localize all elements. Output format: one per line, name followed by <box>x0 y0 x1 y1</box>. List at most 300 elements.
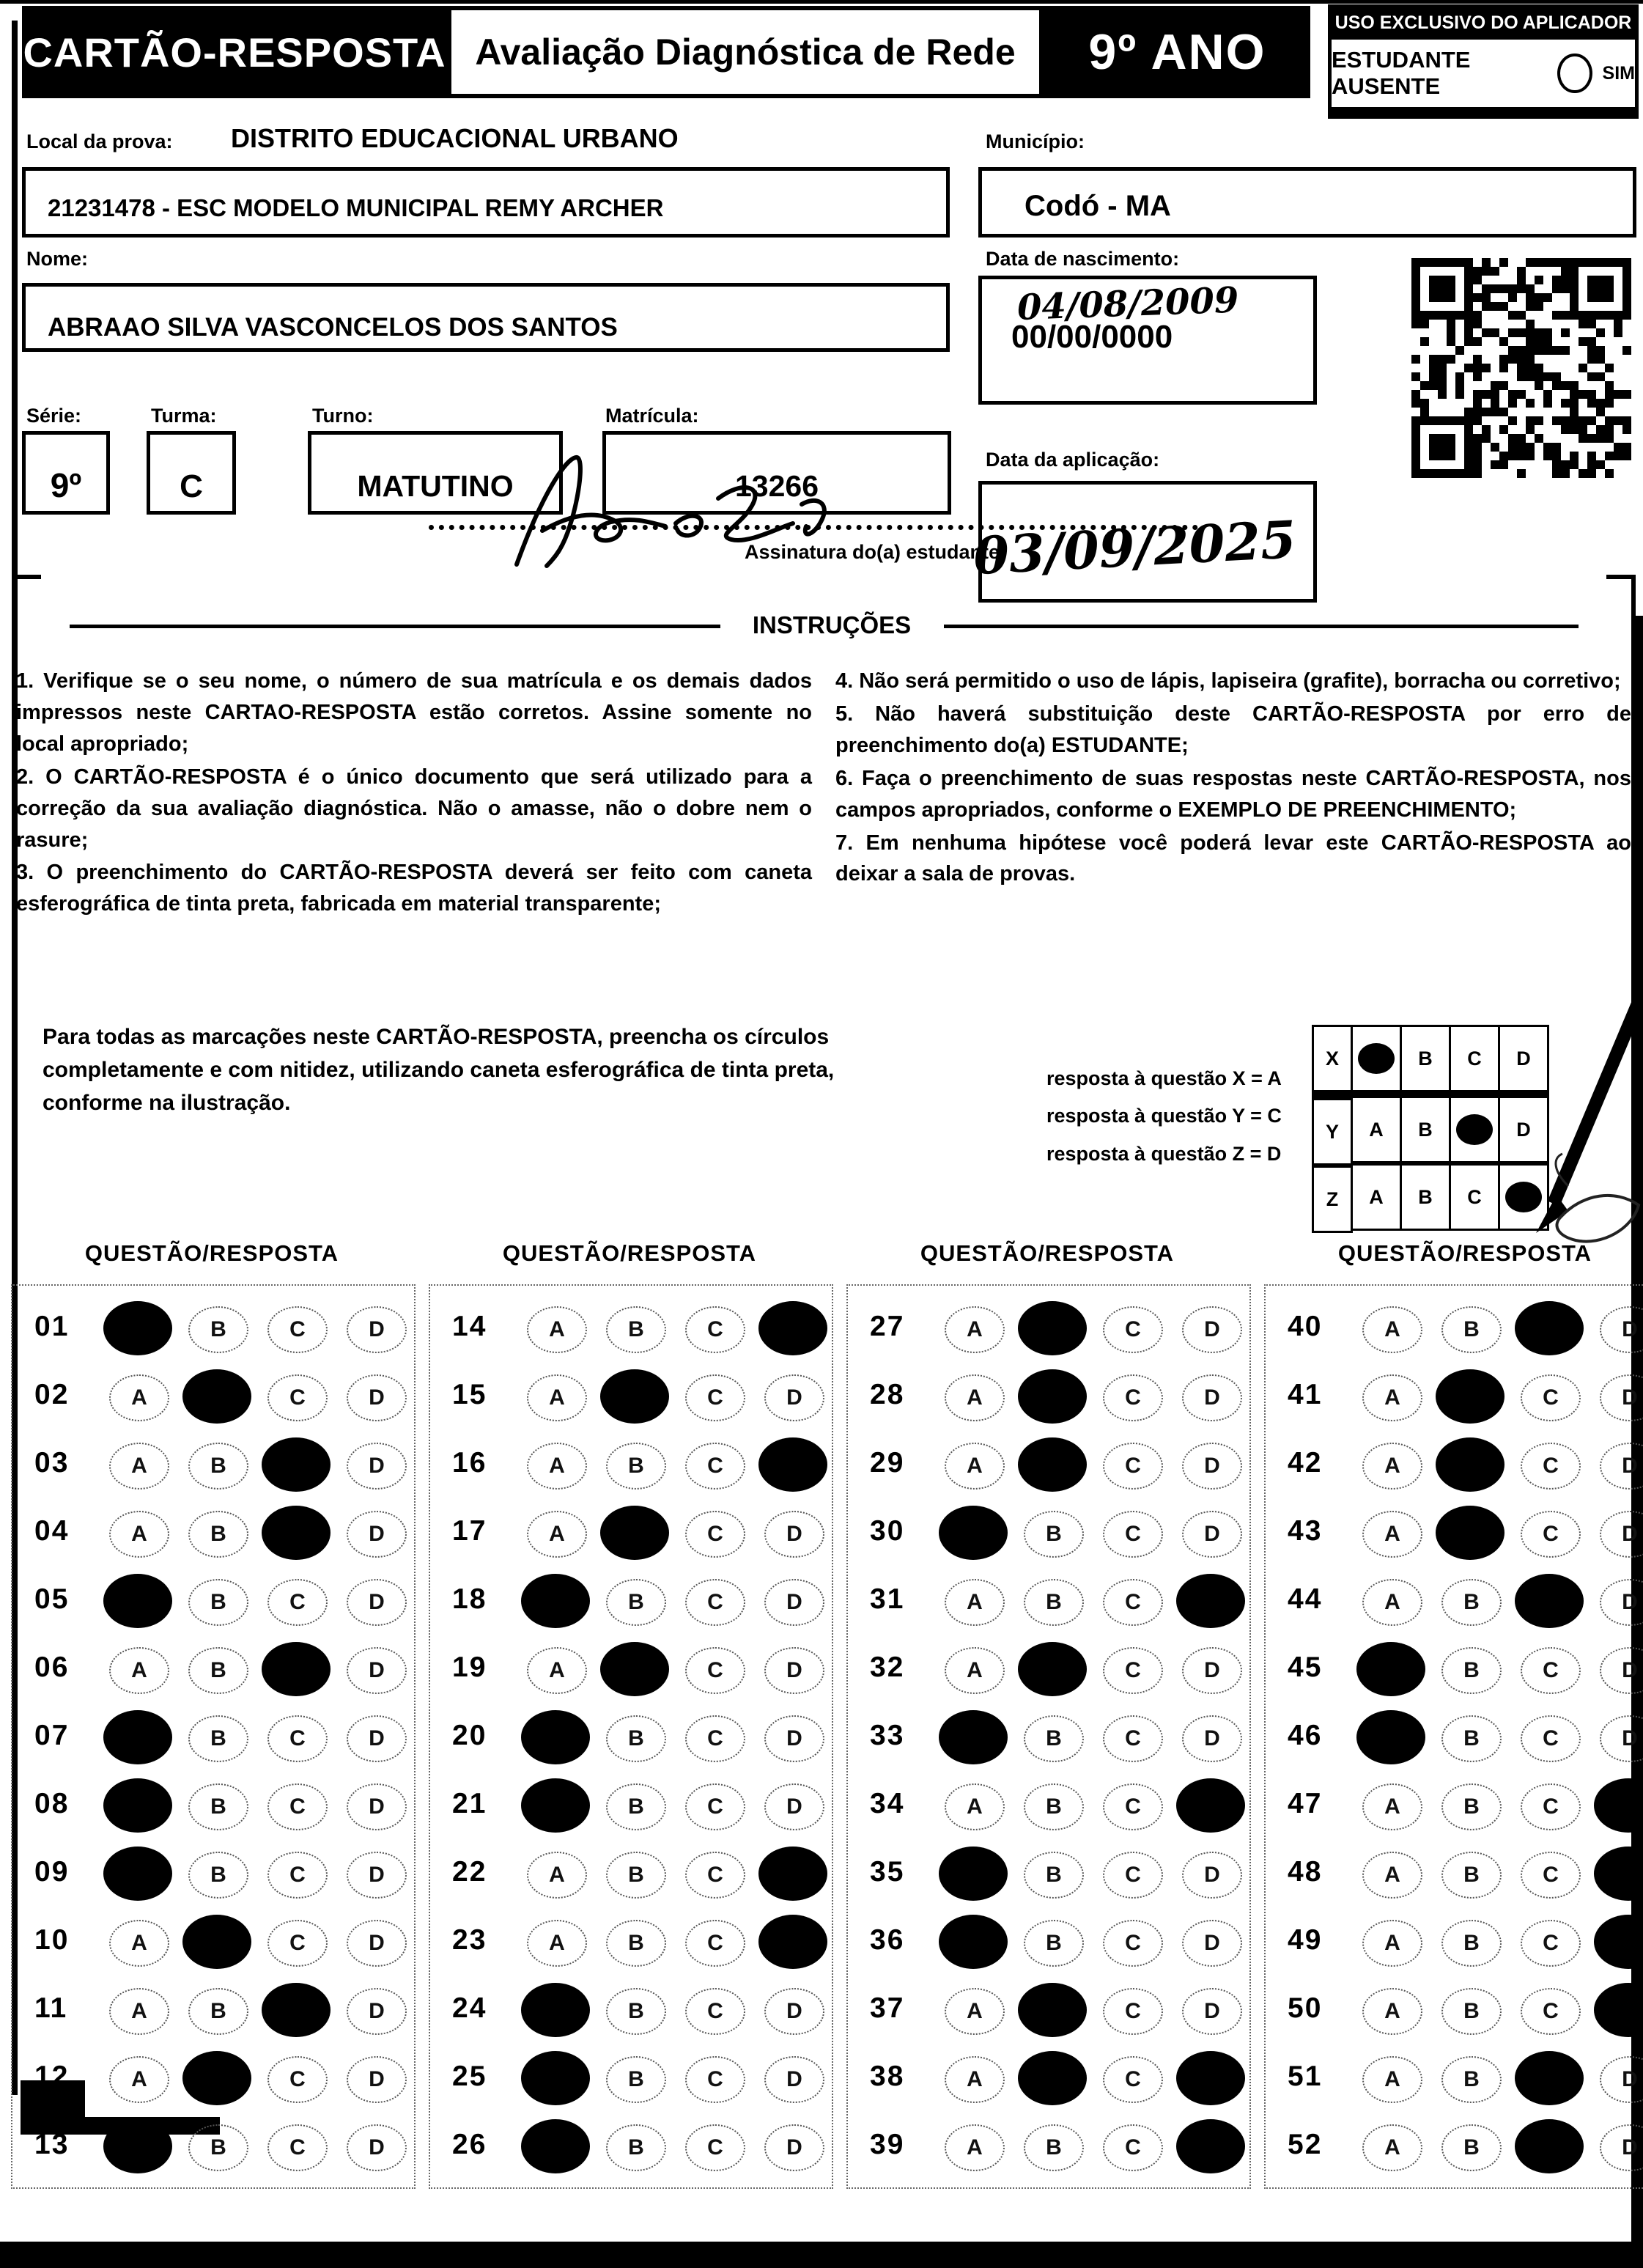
question-number: 08 <box>34 1788 70 1819</box>
bubble-q16-C[interactable]: C <box>685 1443 745 1490</box>
bubble-q50-A[interactable]: A <box>1362 1988 1422 2035</box>
bubble-q44-D[interactable]: D <box>1600 1579 1643 1626</box>
bubble-q48-B[interactable]: B <box>1441 1852 1502 1899</box>
aplicacao-handwritten: 03/09/2025 <box>972 509 1298 587</box>
pen-hand-illustration <box>1466 997 1643 1253</box>
bubble-q48-C[interactable]: C <box>1521 1852 1581 1899</box>
bubble-q14-C[interactable]: C <box>685 1306 745 1353</box>
bubble-q22-D[interactable] <box>758 1847 827 1901</box>
bubble-q50-B[interactable]: B <box>1441 1988 1502 2035</box>
bubble-q10-D[interactable]: D <box>347 1920 407 1967</box>
bubble-q49-C[interactable]: C <box>1521 1920 1581 1967</box>
bubble-q37-C[interactable]: C <box>1103 1988 1163 2035</box>
bubble-q36-B[interactable]: B <box>1024 1920 1084 1967</box>
bubble-q19-A[interactable]: A <box>527 1647 587 1694</box>
bubble-q01-B[interactable]: B <box>188 1306 248 1353</box>
bubble-q26-D[interactable]: D <box>764 2124 824 2171</box>
bubble-q31-A[interactable]: A <box>945 1579 1005 1626</box>
bubble-q42-D[interactable]: D <box>1600 1443 1643 1490</box>
question-row <box>1266 1641 1643 1697</box>
bubble-q27-C[interactable]: C <box>1103 1306 1163 1353</box>
bubble-q46-B[interactable]: B <box>1441 1715 1502 1762</box>
bubble-q43-B[interactable] <box>1436 1506 1504 1560</box>
question-row <box>12 1437 414 1492</box>
question-row <box>1266 1300 1643 1356</box>
bubble-q30-C[interactable]: C <box>1103 1511 1163 1558</box>
question-number: 11 <box>34 1992 68 2024</box>
bubble-q03-D[interactable]: D <box>347 1443 407 1490</box>
absent-option-label: SIM <box>1602 62 1635 84</box>
question-row <box>12 1846 414 1901</box>
question-row <box>430 1778 832 1833</box>
question-row <box>1266 1709 1643 1765</box>
bubble-q10-C[interactable]: C <box>267 1920 328 1967</box>
bubble-q09-C[interactable]: C <box>267 1852 328 1899</box>
bubble-q13-A[interactable] <box>103 2119 172 2173</box>
turno-label: Turno: <box>312 405 374 427</box>
bubble-q07-C[interactable]: C <box>267 1715 328 1762</box>
instruction-item: 3. O preenchimento do CARTÃO-RESPOSTA deverá ser feito com caneta esferográfica de tinta preta, fabricada em material transparente; <box>16 861 812 916</box>
question-column-header: QUESTÃO/RESPOSTA <box>502 1240 757 1266</box>
bubble-q47-D[interactable] <box>1594 1778 1643 1833</box>
bubble-q41-C[interactable]: C <box>1521 1374 1581 1421</box>
bubble-q48-A[interactable]: A <box>1362 1852 1422 1899</box>
bubble-q24-C[interactable]: C <box>685 1988 745 2035</box>
bubble-q06-A[interactable]: A <box>109 1647 169 1694</box>
bubble-q40-C[interactable] <box>1515 1301 1584 1355</box>
bubble-q50-D[interactable] <box>1594 1983 1643 2037</box>
bubble-q12-B[interactable] <box>182 2051 251 2105</box>
bubble-q28-A[interactable]: A <box>945 1374 1005 1421</box>
bubble-q43-A[interactable]: A <box>1362 1511 1422 1558</box>
school-value: 21231478 - ESC MODELO MUNICIPAL REMY ARCHER <box>48 194 664 221</box>
bubble-q49-D[interactable] <box>1594 1915 1643 1969</box>
bubble-q13-D[interactable]: D <box>347 2124 407 2171</box>
bubble-q17-A[interactable]: A <box>527 1511 587 1558</box>
bubble-q07-D[interactable]: D <box>347 1715 407 1762</box>
bubble-q44-B[interactable]: B <box>1441 1579 1502 1626</box>
instructions-right-column <box>835 666 1631 891</box>
bubble-q17-C[interactable]: C <box>685 1511 745 1558</box>
grade-badge: 9º ANO <box>1088 24 1266 80</box>
bubble-q31-D[interactable] <box>1176 1574 1245 1628</box>
bubble-q39-C[interactable]: C <box>1103 2124 1163 2171</box>
bubble-q11-C[interactable] <box>262 1983 331 2037</box>
question-number: 16 <box>452 1447 487 1479</box>
bubble-q24-A[interactable] <box>521 1983 590 2037</box>
bubble-q31-B[interactable]: B <box>1024 1579 1084 1626</box>
bubble-q30-D[interactable]: D <box>1182 1511 1242 1558</box>
bubble-q48-D[interactable] <box>1594 1847 1643 1901</box>
bubble-q07-A[interactable] <box>103 1710 172 1764</box>
bubble-q15-B[interactable] <box>600 1369 669 1424</box>
bubble-q33-B[interactable]: B <box>1024 1715 1084 1762</box>
bubble-q25-C[interactable]: C <box>685 2056 745 2103</box>
question-row <box>430 1505 832 1561</box>
bubble-q40-D[interactable]: D <box>1600 1306 1643 1353</box>
signature-line <box>429 525 1198 530</box>
bubble-q10-B[interactable] <box>182 1915 251 1969</box>
bubble-q50-C[interactable]: C <box>1521 1988 1581 2035</box>
question-number: 24 <box>452 1992 487 2024</box>
sheet-bottom-edge <box>0 2242 1643 2268</box>
example-bubble-Z-A: A <box>1351 1163 1402 1231</box>
question-row <box>1266 1982 1643 2038</box>
bubble-q14-D[interactable] <box>758 1301 827 1355</box>
bubble-q27-D[interactable]: D <box>1182 1306 1242 1353</box>
question-row <box>848 1505 1249 1561</box>
bubble-q39-B[interactable]: B <box>1024 2124 1084 2171</box>
bubble-q10-A[interactable]: A <box>109 1920 169 1967</box>
bubble-q33-C[interactable]: C <box>1103 1715 1163 1762</box>
bubble-q20-A[interactable] <box>521 1710 590 1764</box>
bubble-q44-C[interactable] <box>1515 1574 1584 1628</box>
bubble-q34-A[interactable]: A <box>945 1783 1005 1830</box>
bubble-q24-B[interactable]: B <box>606 1988 666 2035</box>
bubble-q03-A[interactable]: A <box>109 1443 169 1490</box>
question-number: 10 <box>34 1924 70 1956</box>
bubble-q37-D[interactable]: D <box>1182 1988 1242 2035</box>
bubble-q45-B[interactable]: B <box>1441 1647 1502 1694</box>
bubble-q36-A[interactable] <box>939 1915 1008 1969</box>
bubble-q05-B[interactable]: B <box>188 1579 248 1626</box>
bubble-q04-C[interactable] <box>262 1506 331 1560</box>
bubble-q38-D[interactable] <box>1176 2051 1245 2105</box>
question-row <box>430 1369 832 1424</box>
bubble-q08-B[interactable]: B <box>188 1783 248 1830</box>
bubble-q28-C[interactable]: C <box>1103 1374 1163 1421</box>
bubble-q37-A[interactable]: A <box>945 1988 1005 2035</box>
bubble-q01-A[interactable] <box>103 1301 172 1355</box>
bubble-q12-D[interactable]: D <box>347 2056 407 2103</box>
bubble-q22-B[interactable]: B <box>606 1852 666 1899</box>
bubble-q08-D[interactable]: D <box>347 1783 407 1830</box>
bubble-q19-B[interactable] <box>600 1642 669 1696</box>
bubble-q18-A[interactable] <box>521 1574 590 1628</box>
question-number: 28 <box>870 1379 905 1410</box>
bubble-q34-D[interactable] <box>1176 1778 1245 1833</box>
bubble-q23-B[interactable]: B <box>606 1920 666 1967</box>
bubble-q09-A[interactable] <box>103 1847 172 1901</box>
bubble-q36-D[interactable]: D <box>1182 1920 1242 1967</box>
bubble-q49-B[interactable]: B <box>1441 1920 1502 1967</box>
bubble-q09-B[interactable]: B <box>188 1852 248 1899</box>
question-number: 15 <box>452 1379 487 1410</box>
bubble-q29-A[interactable]: A <box>945 1443 1005 1490</box>
bubble-q23-C[interactable]: C <box>685 1920 745 1967</box>
question-row <box>430 1846 832 1901</box>
question-row <box>12 2050 414 2106</box>
bubble-q46-D[interactable]: D <box>1600 1715 1643 1762</box>
bubble-q11-D[interactable]: D <box>347 1988 407 2035</box>
question-number: 30 <box>870 1515 905 1547</box>
bubble-q18-D[interactable]: D <box>764 1579 824 1626</box>
bubble-q21-C[interactable]: C <box>685 1783 745 1830</box>
bubble-q16-A[interactable]: A <box>527 1443 587 1490</box>
question-number: 29 <box>870 1447 905 1479</box>
bubble-q03-C[interactable] <box>262 1437 331 1492</box>
question-row <box>12 1505 414 1561</box>
bubble-q32-D[interactable]: D <box>1182 1647 1242 1694</box>
question-number: 33 <box>870 1720 905 1751</box>
bubble-q40-A[interactable]: A <box>1362 1306 1422 1353</box>
instruction-item: 2. O CARTÃO-RESPOSTA é o único documento que será utilizado para a correção da sua avaliação diagnóstica. Não o amasse, não o dobre nem o rasure; <box>16 765 812 852</box>
bubble-q42-C[interactable]: C <box>1521 1443 1581 1490</box>
bubble-q15-A[interactable]: A <box>527 1374 587 1421</box>
question-row <box>1266 1369 1643 1424</box>
bubble-q35-C[interactable]: C <box>1103 1852 1163 1899</box>
question-row <box>848 1300 1249 1356</box>
bubble-q30-B[interactable]: B <box>1024 1511 1084 1558</box>
instructions-left-column <box>16 666 812 921</box>
question-number: 37 <box>870 1992 905 2024</box>
question-number: 22 <box>452 1856 487 1888</box>
bubble-q20-B[interactable]: B <box>606 1715 666 1762</box>
question-number: 18 <box>452 1583 487 1615</box>
bubble-q20-D[interactable]: D <box>764 1715 824 1762</box>
bubble-q52-A[interactable]: A <box>1362 2124 1422 2171</box>
question-column-header: QUESTÃO/RESPOSTA <box>920 1240 1175 1266</box>
bubble-q29-C[interactable]: C <box>1103 1443 1163 1490</box>
bubble-q02-C[interactable]: C <box>267 1374 328 1421</box>
bubble-q30-A[interactable] <box>939 1506 1008 1560</box>
bubble-q37-B[interactable] <box>1018 1983 1087 2037</box>
bubble-q49-A[interactable]: A <box>1362 1920 1422 1967</box>
bubble-q52-B[interactable]: B <box>1441 2124 1502 2171</box>
bubble-q52-D[interactable]: D <box>1600 2124 1643 2171</box>
municipio-label: Município: <box>986 130 1085 152</box>
bubble-q25-B[interactable]: B <box>606 2056 666 2103</box>
question-row <box>1266 2050 1643 2106</box>
bubble-q34-C[interactable]: C <box>1103 1783 1163 1830</box>
bubble-q29-D[interactable]: D <box>1182 1443 1242 1490</box>
bubble-q06-C[interactable] <box>262 1642 331 1696</box>
bubble-q04-B[interactable]: B <box>188 1511 248 1558</box>
bubble-q02-B[interactable] <box>182 1369 251 1424</box>
bubble-q23-A[interactable]: A <box>527 1920 587 1967</box>
question-row <box>848 1437 1249 1492</box>
bubble-q22-C[interactable]: C <box>685 1852 745 1899</box>
bubble-q25-D[interactable]: D <box>764 2056 824 2103</box>
bubble-q45-D[interactable]: D <box>1600 1647 1643 1694</box>
question-column-header: QUESTÃO/RESPOSTA <box>84 1240 339 1266</box>
bubble-q17-D[interactable]: D <box>764 1511 824 1558</box>
question-number: 27 <box>870 1311 905 1342</box>
bubble-q04-A[interactable]: A <box>109 1511 169 1558</box>
bubble-q28-B[interactable] <box>1018 1369 1087 1424</box>
serie-label: Série: <box>26 405 82 427</box>
bubble-q06-B[interactable]: B <box>188 1647 248 1694</box>
bubble-q07-B[interactable]: B <box>188 1715 248 1762</box>
bubble-q46-C[interactable]: C <box>1521 1715 1581 1762</box>
bubble-q18-C[interactable]: C <box>685 1579 745 1626</box>
example-bubble-X-D: D <box>1498 1025 1549 1092</box>
bubble-q13-C[interactable]: C <box>267 2124 328 2171</box>
bubble-q05-D[interactable]: D <box>347 1579 407 1626</box>
bubble-q02-D[interactable]: D <box>347 1374 407 1421</box>
question-row <box>848 1778 1249 1833</box>
bubble-q35-A[interactable] <box>939 1847 1008 1901</box>
question-number: 39 <box>870 2129 905 2160</box>
bubble-q33-A[interactable] <box>939 1710 1008 1764</box>
absent-bubble[interactable] <box>1557 54 1592 93</box>
bubble-q21-D[interactable]: D <box>764 1783 824 1830</box>
bubble-q20-C[interactable]: C <box>685 1715 745 1762</box>
bubble-q28-D[interactable]: D <box>1182 1374 1242 1421</box>
bubble-q24-D[interactable]: D <box>764 1988 824 2035</box>
bubble-q17-B[interactable] <box>600 1506 669 1560</box>
bubble-q25-A[interactable] <box>521 2051 590 2105</box>
bubble-q41-B[interactable] <box>1436 1369 1504 1424</box>
example-bubble-X-A <box>1351 1025 1402 1092</box>
bubble-q06-D[interactable]: D <box>347 1647 407 1694</box>
question-row <box>848 1846 1249 1901</box>
bubble-q52-C[interactable] <box>1515 2119 1584 2173</box>
bubble-q14-A[interactable]: A <box>527 1306 587 1353</box>
question-number: 49 <box>1288 1924 1323 1956</box>
question-number: 38 <box>870 2061 905 2092</box>
bubble-q51-C[interactable] <box>1515 2051 1584 2105</box>
bubble-q11-A[interactable]: A <box>109 1988 169 2035</box>
bubble-q32-A[interactable]: A <box>945 1647 1005 1694</box>
example-filled-mark <box>1358 1043 1395 1074</box>
bubble-q26-A[interactable] <box>521 2119 590 2173</box>
bubble-q12-C[interactable]: C <box>267 2056 328 2103</box>
question-row <box>430 2118 832 2174</box>
bubble-q09-D[interactable]: D <box>347 1852 407 1899</box>
question-row <box>12 2118 414 2174</box>
bubble-q14-B[interactable]: B <box>606 1306 666 1353</box>
bubble-q27-B[interactable] <box>1018 1301 1087 1355</box>
bubble-q01-C[interactable]: C <box>267 1306 328 1353</box>
example-bubble-Z-B: B <box>1400 1163 1451 1231</box>
bubble-q26-B[interactable]: B <box>606 2124 666 2171</box>
bubble-q51-A[interactable]: A <box>1362 2056 1422 2103</box>
bubble-q26-C[interactable]: C <box>685 2124 745 2171</box>
answer-box <box>11 1284 416 2189</box>
bubble-q23-D[interactable] <box>758 1915 827 1969</box>
bubble-q03-B[interactable]: B <box>188 1443 248 1490</box>
question-column-header: QUESTÃO/RESPOSTA <box>1337 1240 1592 1266</box>
bubble-q32-B[interactable] <box>1018 1642 1087 1696</box>
question-row <box>430 1573 832 1629</box>
question-row <box>430 1300 832 1356</box>
bubble-q39-D[interactable] <box>1176 2119 1245 2173</box>
bubble-q15-C[interactable]: C <box>685 1374 745 1421</box>
question-number: 26 <box>452 2129 487 2160</box>
turma-value: C <box>180 468 203 504</box>
example-bubble-Y-D: D <box>1498 1096 1549 1163</box>
bubble-q38-C[interactable]: C <box>1103 2056 1163 2103</box>
bubble-q02-A[interactable]: A <box>109 1374 169 1421</box>
bubble-q31-C[interactable]: C <box>1103 1579 1163 1626</box>
bubble-q15-D[interactable]: D <box>764 1374 824 1421</box>
bubble-q42-B[interactable] <box>1436 1437 1504 1492</box>
bubble-q38-A[interactable]: A <box>945 2056 1005 2103</box>
bubble-q35-D[interactable]: D <box>1182 1852 1242 1899</box>
bubble-q38-B[interactable] <box>1018 2051 1087 2105</box>
question-row <box>430 1437 832 1492</box>
bubble-q05-C[interactable]: C <box>267 1579 328 1626</box>
bubble-q16-D[interactable] <box>758 1437 827 1492</box>
question-number: 52 <box>1288 2129 1323 2160</box>
bubble-q46-A[interactable] <box>1356 1710 1425 1764</box>
question-row <box>848 1369 1249 1424</box>
bubble-q19-D[interactable]: D <box>764 1647 824 1694</box>
instructions-title: INSTRUÇÕES <box>752 611 912 638</box>
bubble-q45-C[interactable]: C <box>1521 1647 1581 1694</box>
bubble-q36-C[interactable]: C <box>1103 1920 1163 1967</box>
bubble-q22-A[interactable]: A <box>527 1852 587 1899</box>
question-row <box>12 1778 414 1833</box>
instruction-item: 6. Faça o preenchimento de suas respostas neste CARTÃO-RESPOSTA, nos campos apropriados, conforme o EXEMPLO DE PREENCHIMENTO; <box>835 766 1631 822</box>
bubble-q11-B[interactable]: B <box>188 1988 248 2035</box>
bubble-q35-B[interactable]: B <box>1024 1852 1084 1899</box>
local-label: Local da prova: <box>26 130 173 152</box>
question-number: 50 <box>1288 1992 1323 2024</box>
question-number: 40 <box>1288 1311 1323 1342</box>
bubble-q21-B[interactable]: B <box>606 1783 666 1830</box>
bubble-q27-A[interactable]: A <box>945 1306 1005 1353</box>
question-number: 20 <box>452 1720 487 1751</box>
bubble-q32-C[interactable]: C <box>1103 1647 1163 1694</box>
bubble-q45-A[interactable] <box>1356 1642 1425 1696</box>
bubble-q18-B[interactable]: B <box>606 1579 666 1626</box>
bubble-q01-D[interactable]: D <box>347 1306 407 1353</box>
matricula-value: 13266 <box>734 469 819 503</box>
bubble-q12-A[interactable]: A <box>109 2056 169 2103</box>
bubble-q47-C[interactable]: C <box>1521 1783 1581 1830</box>
bubble-q33-D[interactable]: D <box>1182 1715 1242 1762</box>
bubble-q51-B[interactable]: B <box>1441 2056 1502 2103</box>
bubble-q41-A[interactable]: A <box>1362 1374 1422 1421</box>
bubble-q47-A[interactable]: A <box>1362 1783 1422 1830</box>
bubble-q05-A[interactable] <box>103 1574 172 1628</box>
instruction-item: 5. Não haverá substituição deste CARTÃO-RESPOSTA por erro de preenchimento do(a) ESTUDANTE; <box>835 702 1631 757</box>
bubble-q43-C[interactable]: C <box>1521 1511 1581 1558</box>
bubble-q47-B[interactable]: B <box>1441 1783 1502 1830</box>
serie-field <box>22 431 110 515</box>
bubble-q43-D[interactable]: D <box>1600 1511 1643 1558</box>
question-row <box>12 1914 414 1970</box>
bubble-q40-B[interactable]: B <box>1441 1306 1502 1353</box>
bubble-q41-D[interactable]: D <box>1600 1374 1643 1421</box>
bubble-q29-B[interactable] <box>1018 1437 1087 1492</box>
bubble-q04-D[interactable]: D <box>347 1511 407 1558</box>
question-number: 02 <box>34 1379 70 1410</box>
bubble-q21-A[interactable] <box>521 1778 590 1833</box>
example-legend-line: resposta à questão X = A <box>1046 1067 1282 1089</box>
exam-title: Avaliação Diagnóstica de Rede <box>451 10 1039 94</box>
matricula-label: Matrícula: <box>605 405 699 427</box>
bubble-q08-C[interactable]: C <box>267 1783 328 1830</box>
bubble-q51-D[interactable]: D <box>1600 2056 1643 2103</box>
bubble-q16-B[interactable]: B <box>606 1443 666 1490</box>
bubble-q13-B[interactable]: B <box>188 2124 248 2171</box>
bubble-q42-A[interactable]: A <box>1362 1443 1422 1490</box>
question-number: 05 <box>34 1583 70 1615</box>
corner-bracket-left <box>12 575 41 626</box>
bubble-q39-A[interactable]: A <box>945 2124 1005 2171</box>
question-number: 43 <box>1288 1515 1323 1547</box>
example-bubble-Y-A: A <box>1351 1096 1402 1163</box>
bubble-q34-B[interactable]: B <box>1024 1783 1084 1830</box>
bubble-q19-C[interactable]: C <box>685 1647 745 1694</box>
question-number: 42 <box>1288 1447 1323 1479</box>
bubble-q08-A[interactable] <box>103 1778 172 1833</box>
applicator-box-title: USO EXCLUSIVO DO APLICADOR <box>1334 12 1632 33</box>
bubble-q44-A[interactable]: A <box>1362 1579 1422 1626</box>
